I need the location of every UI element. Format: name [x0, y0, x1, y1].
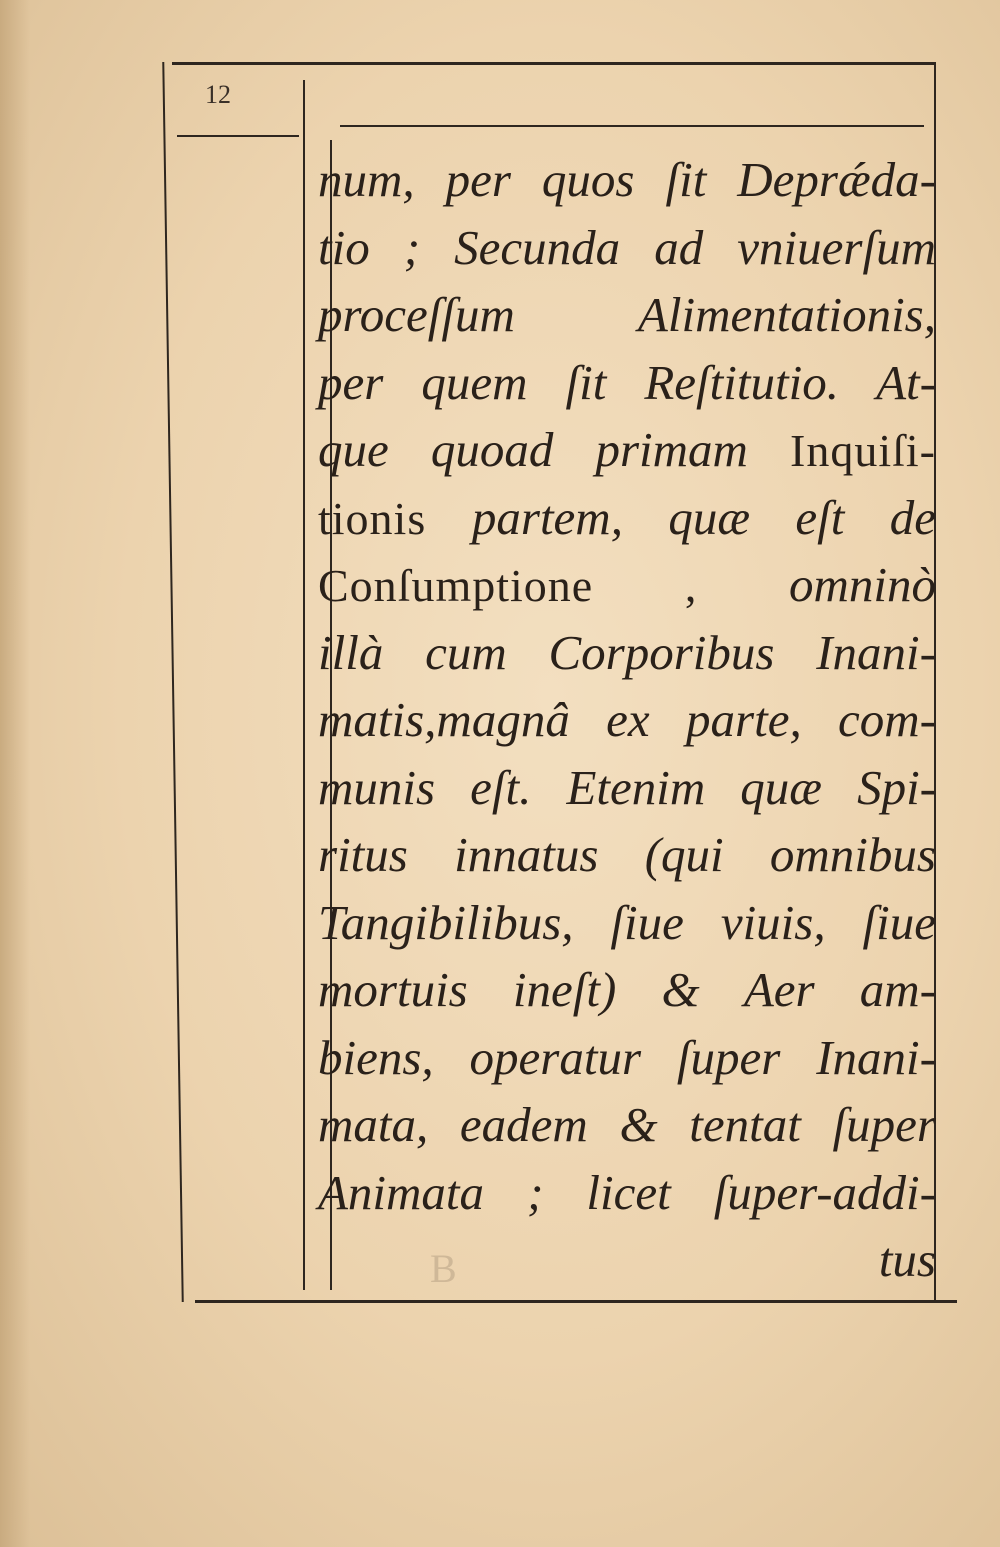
- text-segment: Conſumptione ,: [318, 560, 789, 611]
- text-segment: mata, eadem & tentat ſuper: [318, 1097, 936, 1152]
- body-text: [318, 146, 936, 1294]
- page-gutter-shading: [0, 0, 30, 1547]
- margin-column-rule: [303, 80, 305, 1290]
- text-segment: ritus innatus (qui omnibus: [318, 827, 936, 882]
- text-segment: omninò: [789, 557, 936, 612]
- page-number: 12: [205, 80, 231, 109]
- text-segment: que quoad primam: [318, 422, 791, 477]
- text-segment: munis eſt. Etenim quæ Spi-: [318, 759, 936, 815]
- text-segment: biens, operatur ſuper Inani-: [318, 1029, 936, 1085]
- text-line: [318, 889, 936, 957]
- text-line: [318, 416, 936, 484]
- text-line: [318, 1091, 936, 1159]
- text-line: [318, 821, 936, 889]
- text-segment: Animata ; licet ſuper-addi-: [318, 1164, 936, 1220]
- text-line: [318, 146, 936, 214]
- text-segment: num, per quos ſit Deprǽda-: [318, 152, 936, 207]
- text-segment: matis,magnâ ex parte, com-: [318, 692, 936, 747]
- signature-mark: B: [430, 1246, 457, 1291]
- text-line: [318, 214, 936, 282]
- text-line: [318, 956, 936, 1024]
- top-border-rule: [172, 62, 934, 65]
- text-segment: per quem ſit Reſtitutio. At-: [318, 354, 936, 410]
- text-segment: Inquiſi-: [790, 425, 936, 476]
- page-number-underline: [177, 135, 299, 137]
- text-line: [318, 619, 936, 687]
- text-line: [318, 1159, 936, 1227]
- text-segment: Tangibilibus, ſiue viuis, ſiue: [318, 894, 936, 950]
- header-rule: [340, 125, 924, 127]
- bottom-border-rule: [195, 1300, 957, 1303]
- text-segment: tio ; Secunda ad vniuerſum: [318, 219, 936, 275]
- text-segment: partem, quæ eſt de: [471, 489, 936, 545]
- text-line: [318, 551, 936, 619]
- catchword: tus: [878, 1232, 936, 1287]
- text-line: [318, 484, 936, 552]
- left-outer-rule: [162, 62, 183, 1302]
- text-segment: proceſſum Alimentationis,: [318, 287, 936, 342]
- text-line: [318, 281, 936, 349]
- text-segment: tionis: [318, 492, 472, 544]
- text-line: [318, 1024, 936, 1092]
- text-segment: illà cum Corporibus Inani-: [318, 624, 936, 680]
- text-line: [318, 686, 936, 754]
- text-segment: mortuis ineſt) & Aer am-: [318, 962, 936, 1017]
- text-line: [318, 754, 936, 822]
- text-line: [318, 349, 936, 417]
